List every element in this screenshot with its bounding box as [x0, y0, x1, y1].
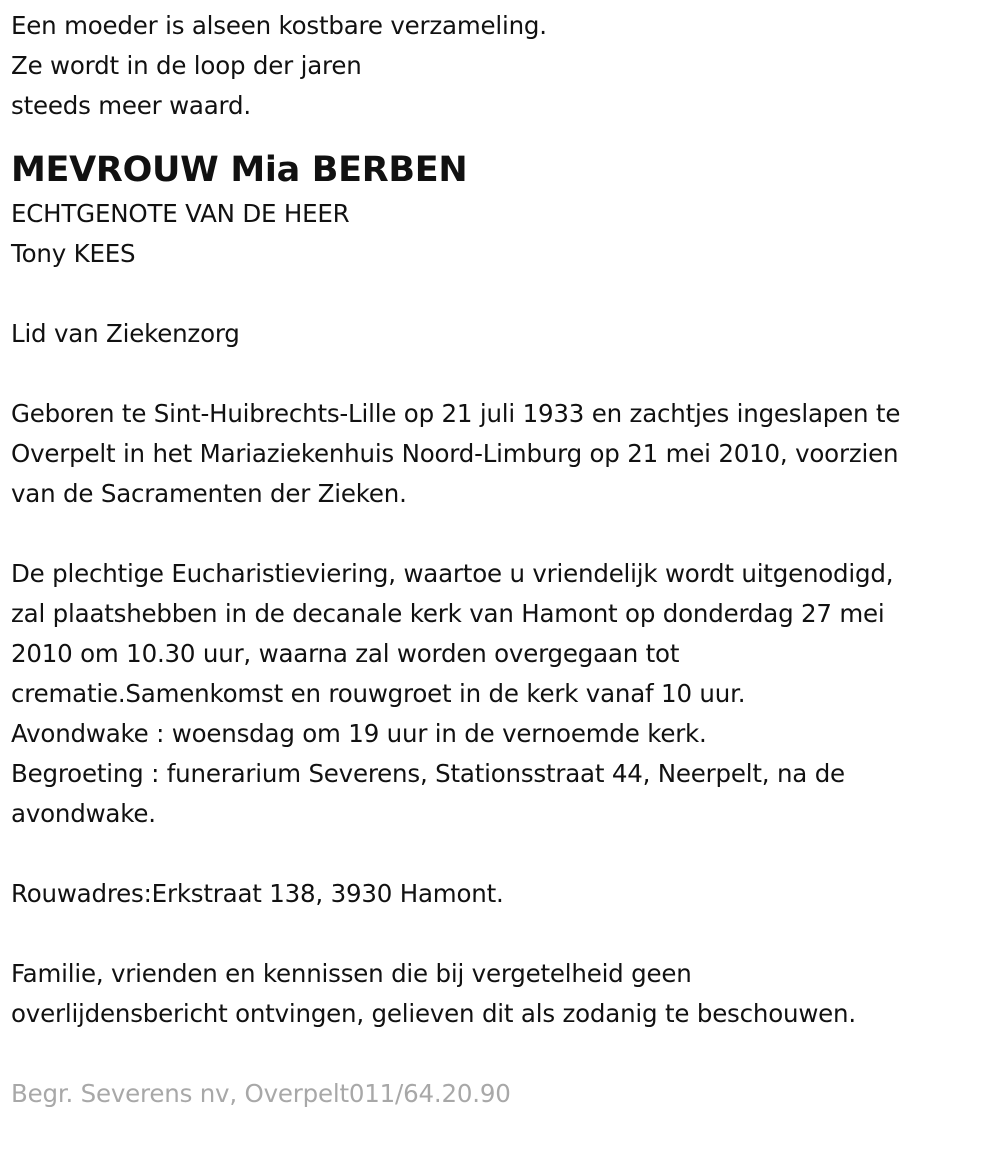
- poem-line: Ze wordt in de loop der jaren: [11, 51, 362, 80]
- spacer: [11, 914, 991, 954]
- deceased-name: MEVROUW Mia BERBEN: [11, 150, 468, 190]
- paragraph-line: zal plaatshebben in de decanale kerk van Hamont op donderdag 27 mei: [11, 599, 885, 628]
- poem-line: Een moeder is alseen kostbare verzameling.: [11, 11, 547, 40]
- mourning-address: Rouwadres:Erkstraat 138, 3930 Hamont.: [11, 879, 504, 908]
- paragraph-line: Overpelt in het Mariaziekenhuis Noord-Limburg op 21 mei 2010, voorzien: [11, 439, 899, 468]
- paragraph-line: crematie.Samenkomst en rouwgroet in de kerk vanaf 10 uur.: [11, 679, 746, 708]
- paragraph-line: Geboren te Sint-Huibrechts-Lille op 21 juli 1933 en zachtjes ingeslapen te: [11, 399, 901, 428]
- ceremony-paragraph: [11, 554, 991, 834]
- paragraph-line: De plechtige Eucharistieviering, waartoe u vriendelijk wordt uitgenodigd,: [11, 559, 894, 588]
- membership: Lid van Ziekenzorg: [11, 319, 240, 348]
- spacer: [11, 514, 991, 554]
- poem-line: steeds meer waard.: [11, 91, 251, 120]
- spacer: [11, 834, 991, 874]
- paragraph-line: Begroeting : funerarium Severens, Stationsstraat 44, Neerpelt, na de: [11, 759, 845, 788]
- paragraph-line: avondwake.: [11, 799, 156, 828]
- poem: [11, 6, 991, 126]
- spacer: [11, 354, 991, 394]
- spacer: [11, 274, 991, 314]
- paragraph-line: 2010 om 10.30 uur, waarna zal worden overgegaan tot: [11, 639, 680, 668]
- funeral-home-footer: Begr. Severens nv, Overpelt011/64.20.90: [11, 1079, 511, 1108]
- paragraph-line: Familie, vrienden en kennissen die bij vergetelheid geen: [11, 959, 692, 988]
- paragraph-line: van de Sacramenten der Zieken.: [11, 479, 407, 508]
- spacer: [11, 1034, 991, 1074]
- paragraph-line: overlijdensbericht ontvingen, gelieven dit als zodanig te beschouwen.: [11, 999, 856, 1028]
- spouse-name: Tony KEES: [11, 239, 136, 268]
- obituary-document: [11, 6, 991, 1114]
- spouse-title: ECHTGENOTE VAN DE HEER: [11, 199, 350, 228]
- paragraph-line: Avondwake : woensdag om 19 uur in de vernoemde kerk.: [11, 719, 707, 748]
- notice-paragraph: [11, 954, 991, 1034]
- birth-death-paragraph: [11, 394, 991, 514]
